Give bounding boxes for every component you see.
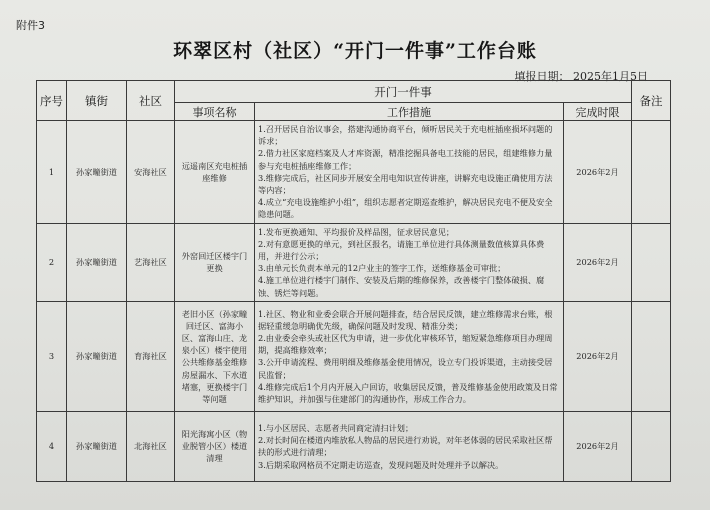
attachment-label: 附件3	[16, 19, 45, 32]
measure-line: 3.公开申请流程、费用明细及维修基金使用情况，设立专门投诉渠道，主动接受居民监督；	[258, 357, 553, 380]
measure-line: 2.对长时间在楼道内堆放私人物品的居民进行劝说，对年老体弱的居民采取社区帮扶的形式进行清理；	[258, 435, 553, 458]
row-town: 孙家疃街道	[67, 411, 127, 481]
page-title: 环翠区村（社区）“开门一件事”工作台账	[173, 40, 537, 62]
row-deadline: 2026年2月	[564, 121, 632, 224]
measure-line: 4.维修完成后1个月内开展入户回访，收集居民反馈，普及维修基金使用政策及日常维护知识，并加强与住建部门的沟通协作，形成工作合力。	[258, 381, 558, 404]
table-row	[37, 121, 671, 224]
measure-line: 2.由业委会牵头或社区代为申请，进一步优化审核环节，缩短紧急维修项目办理周期，提高维修效率；	[258, 332, 553, 356]
fill-date: 填报日期： 2025年1月5日	[514, 70, 648, 83]
row-seq: 2	[37, 223, 67, 301]
row-community: 艺海社区	[127, 223, 175, 301]
row-item-name: 老旧小区（孙家疃回迁区、富海小区、富海山庄、龙泉小区）楼宇使用公共维修基金维修房屋漏水、下水道堵塞，更换楼宇门等问题	[175, 301, 255, 411]
row-remark	[632, 223, 671, 301]
measure-line: 1.召开居民自治议事会，搭建沟通协商平台，倾听居民关于充电桩插座损坏问题的诉求；	[258, 124, 553, 147]
row-deadline: 2026年2月	[564, 301, 632, 411]
row-town: 孙家疃街道	[67, 223, 127, 301]
measure-line: 1.社区、物业和业委会联合开展问题排查，结合居民反馈，建立维修需求台账，根据轻重缓急明确优先级，确保问题及时发现、精准分类；	[258, 308, 553, 331]
row-item-name: 外窑回迁区楼宇门更换	[175, 223, 255, 301]
measure-line: 4.施工单位进行楼宇门制作、安装及后期的维修保养，改善楼宇门整体破损、腐蚀、锈烂等问题。	[258, 275, 545, 298]
row-seq: 1	[37, 121, 67, 224]
row-item-name: 阳光海寓小区（物业脱管小区）楼道清理	[175, 411, 255, 481]
row-measures	[255, 121, 564, 224]
header-measures: 工作措施	[255, 103, 564, 121]
row-town: 孙家疃街道	[67, 121, 127, 224]
measure-line: 3.由单元长负责本单元的12户业主的签字工作，送维修基金可审批；	[258, 263, 506, 274]
header-remark: 备注	[632, 81, 671, 121]
row-deadline: 2026年2月	[564, 223, 632, 301]
row-community: 北海社区	[127, 411, 175, 481]
row-community: 育海社区	[127, 301, 175, 411]
header-group: 开门一件事	[175, 81, 632, 103]
row-deadline: 2026年2月	[564, 411, 632, 481]
header-town: 镇街	[67, 81, 127, 121]
header-deadline: 完成时限	[564, 103, 632, 121]
row-measures	[255, 223, 564, 301]
row-community: 安海社区	[127, 121, 175, 224]
row-seq: 3	[37, 301, 67, 411]
measure-line: 1.发布更换通知、平均报价及样品图，征求居民意见；	[258, 226, 455, 237]
row-measures	[255, 411, 564, 481]
row-measures	[255, 301, 564, 411]
header-item-name: 事项名称	[175, 103, 255, 121]
table-row	[37, 223, 671, 301]
measure-line: 1.与小区居民、志愿者共同商定清扫计划；	[258, 422, 414, 433]
row-town: 孙家疃街道	[67, 301, 127, 411]
row-remark	[632, 411, 671, 481]
measure-line: 3.后期采取网格员不定期走访巡查，发现问题及时处理并予以解决。	[258, 459, 504, 470]
measure-line: 3.维修完成后，社区同步开展安全用电知识宣传讲座，讲解充电设施正确使用方法等内容；	[258, 172, 553, 196]
table-row	[37, 411, 671, 481]
table-row	[37, 301, 671, 411]
ledger-table	[36, 80, 671, 482]
row-seq: 4	[37, 411, 67, 481]
row-remark	[632, 121, 671, 224]
row-item-name: 远遥南区充电桩插座维修	[175, 121, 255, 224]
measure-line: 2.对有意愿更换的单元，到社区报名，请施工单位进行具体测量数值核算具体费用，并进行公示；	[258, 238, 545, 262]
measure-line: 4.成立“充电设施维护小组”，组织志愿者定期巡查维护，解决居民充电不便及安全隐患问题。	[258, 197, 553, 220]
header-seq: 序号	[37, 81, 67, 121]
measure-line: 2.借力社区家庭档案及人才库资源，精准挖掘具备电工技能的居民，组建维修力量参与充电桩插座维修工作；	[258, 148, 553, 171]
row-remark	[632, 301, 671, 411]
header-community: 社区	[127, 81, 175, 121]
